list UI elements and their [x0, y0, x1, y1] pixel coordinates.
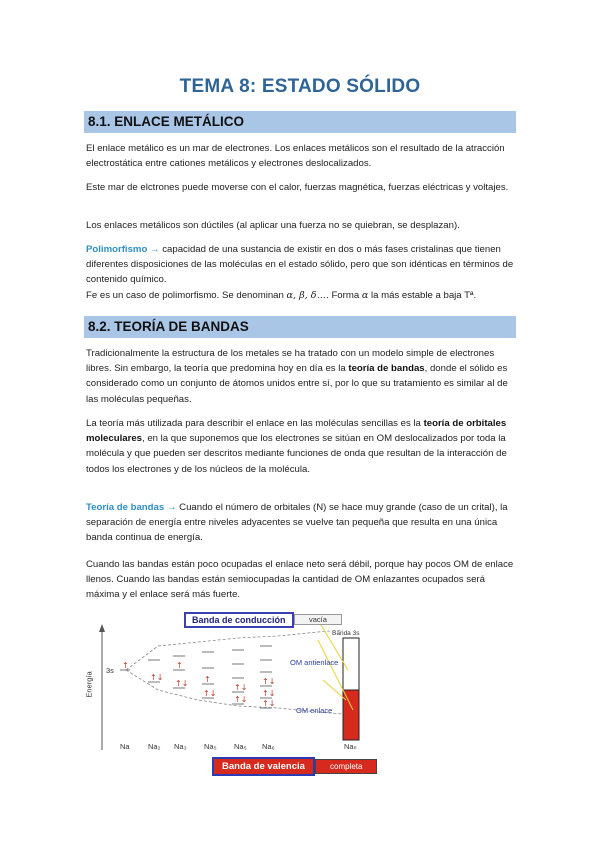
arrow-right-icon: → — [149, 244, 160, 255]
x-label: Na₅ — [204, 742, 217, 751]
fe-text-b: …. Forma — [316, 289, 362, 301]
svg-text:↑: ↑ — [176, 661, 183, 670]
paragraph-orbitales-moleculares — [86, 416, 518, 477]
svg-text:↑↓: ↑↓ — [150, 673, 164, 682]
conduction-band-label: Banda de conducción — [184, 612, 294, 628]
fe-text-c: la más estable a baja Tª. — [368, 289, 477, 301]
x-label: Na₆ — [262, 742, 275, 751]
svg-text:↑↓: ↑↓ — [262, 689, 276, 698]
x-label: Na₃ — [174, 742, 187, 751]
bold-teoria-bandas: teoría de bandas — [348, 363, 425, 375]
filled-band-box — [343, 690, 359, 740]
empty-band-box — [343, 638, 359, 690]
paragraph-ductiles: Los enlaces metálicos son dúctiles (al aplicar una fuerza no se quiebran, se desplazan). — [86, 220, 460, 231]
bold-teoria-om: teoría de orbitales moleculares — [86, 418, 507, 445]
x-label: Naₙ — [344, 742, 357, 751]
empty-label: vacía — [294, 614, 342, 625]
page-title: TEMA 8: ESTADO SÓLIDO — [179, 76, 421, 97]
polimorfismo-definition: capacidad de una sustancia de existir en dos o más fases cristalinas que tienen diferentes disposiciones de las moléculas en el estado sólido, pero que son idénticas en términos de contenido químico. — [86, 244, 514, 286]
bonding-label: OM enlace — [296, 706, 333, 715]
svg-text:↑↓: ↑↓ — [203, 689, 217, 698]
band-3s-label: Banda 3s — [332, 630, 360, 637]
fe-text-a: Fe es un caso de polimorfismo. Se denominan — [86, 289, 287, 301]
paragraph-bandas-ocupadas: Cuando las bandas están poco ocupadas el enlace neto será débil, porque hay pocos OM de enlace llenos. Cuando las bandas están semiocupadas la cantidad de OM enlazantes ocupados será máxima y el enlace será más fuerte. — [86, 559, 514, 601]
svg-text:↑↓: ↑↓ — [234, 683, 248, 692]
svg-text:↑↓: ↑↓ — [175, 679, 189, 688]
term-teoria-bandas: Teoría de bandas — [86, 502, 165, 513]
text-run: , en la que suponemos que los electrones se sitúan en OM deslocalizados por toda la molécula y que pueden ser descritos mediante funciones de onda que resultan de la interacción de todos los electrones y de los núcleos de la molécula. — [86, 433, 507, 475]
svg-text:↑: ↑ — [204, 675, 211, 684]
full-label: completa — [315, 759, 377, 774]
paragraph-mar-electrones: El enlace metálico es un mar de electrones. Los enlaces metálicos son el resultado de la atracción electrostática entre cationes metálicos y electrones deslocalizados. — [86, 143, 505, 170]
fe-alpha: α — [361, 289, 369, 301]
svg-text:↑↓: ↑↓ — [234, 695, 248, 704]
antibonding-label: OM antienlace — [290, 658, 339, 667]
paragraph-electrones-libres — [86, 346, 518, 407]
svg-text:↑: ↑ — [122, 661, 129, 670]
fe-greek-forms: α, β, δ — [286, 289, 317, 301]
x-label: Na — [120, 742, 130, 751]
orbital-3s-label: 3s — [106, 666, 114, 675]
paragraph-teoria-bandas-def — [86, 500, 518, 546]
svg-text:↑↓: ↑↓ — [262, 677, 276, 686]
x-label: Na₅ — [234, 742, 247, 751]
valence-band-label: Banda de valencia — [212, 757, 315, 776]
teoria-bandas-definition: Cuando el número de orbitales (N) se hace muy grande (caso de un crital), la separación de energía entre niveles adyacentes se vuelve tan pequeña que resulta en una única banda continua de energía. — [86, 502, 508, 544]
x-label: Na₂ — [148, 742, 161, 751]
energy-axis-label: Energía — [84, 671, 94, 698]
text-run: , donde el sólido es considerado como un conjunto de átomos unidos entre sí, por lo que su tratamiento es similar al de las moléculas pequeñas. — [86, 363, 508, 405]
paragraph-movimiento-electrones: Este mar de elctrones puede moverse con el calor, fuerzas magnética, fuerzas eléctricas y voltajes. — [86, 182, 509, 193]
section-heading-teoria-bandas: 8.2. TEORÍA DE BANDAS — [84, 316, 516, 338]
energy-axis-arrow-icon — [99, 624, 105, 632]
section-heading-enlace-metalico: 8.1. ENLACE METÁLICO — [84, 111, 516, 133]
energy-levels — [120, 646, 272, 708]
text-run: La teoría más utilizada para describir el enlace en las moléculas sencillas es la — [86, 418, 424, 429]
text-run: Tradicionalmente la estructura de los metales se ha tratado con un modelo simple de electrones libres. Sin embargo, la teoría que predomina hoy en día es la — [86, 348, 495, 375]
term-polimorfismo: Polimorfismo — [86, 244, 148, 255]
svg-text:↑↓: ↑↓ — [262, 699, 276, 708]
band-diagram — [84, 610, 368, 755]
paragraph-polimorfismo — [86, 242, 518, 303]
arrow-right-icon: → — [166, 502, 177, 513]
electron-arrows — [122, 661, 275, 708]
